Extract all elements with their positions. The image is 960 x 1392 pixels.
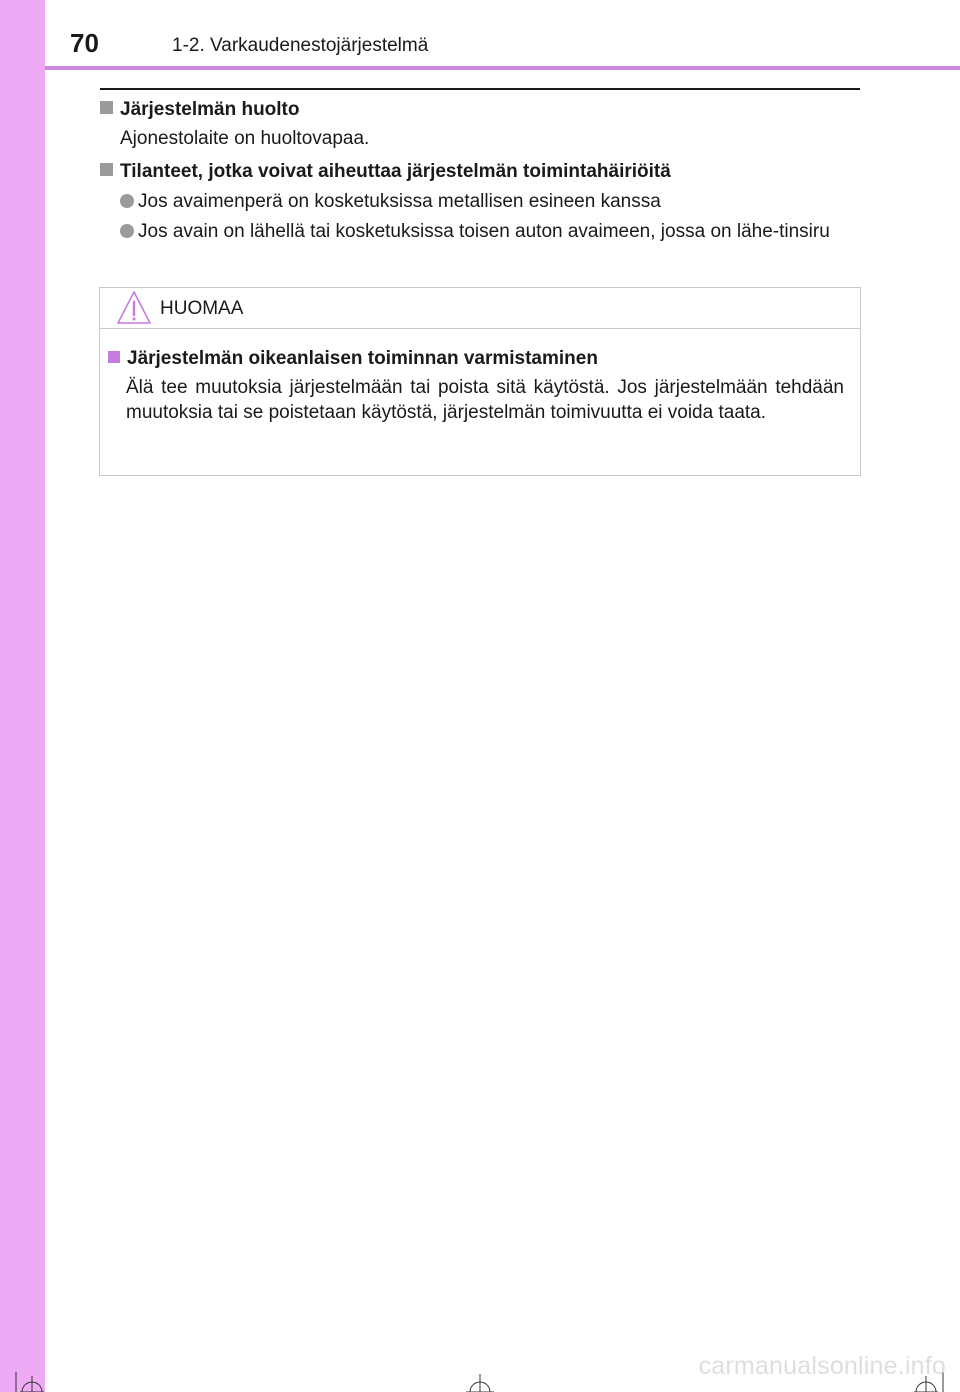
square-bullet-icon bbox=[100, 163, 113, 176]
section-body: Ajonestolaite on huoltovapaa. bbox=[120, 128, 370, 149]
bullet-text: Jos avaimenperä on kosketuksissa metallisen esineen kanssa bbox=[138, 191, 661, 212]
warning-triangle-icon bbox=[116, 288, 152, 326]
notice-label: HUOMAA bbox=[160, 298, 244, 319]
round-bullet-icon bbox=[120, 194, 134, 208]
notice-box bbox=[99, 287, 861, 476]
page-number: 70 bbox=[70, 28, 99, 58]
notice-heading-text: Järjestelmän oikeanlaisen toiminnan varmistaminen bbox=[127, 348, 598, 369]
watermark: carmanualsonline.info bbox=[698, 1352, 946, 1380]
section-heading-malfunctions bbox=[100, 160, 671, 184]
chapter-side-strip bbox=[0, 0, 45, 1392]
section-heading-text: Tilanteet, jotka voivat aiheuttaa järjestelmän toimintahäiriöitä bbox=[120, 161, 671, 182]
content-top-rule bbox=[100, 88, 860, 90]
notice-heading bbox=[108, 347, 598, 371]
crosshair-icon bbox=[12, 1370, 52, 1392]
notice-header bbox=[100, 288, 860, 329]
chapter-title: 1-2. Varkaudenestojärjestelmä bbox=[172, 35, 429, 56]
notice-body: Älä tee muutoksia järjestelmään tai poista sitä käytöstä. Jos järjestelmään tehdään muutoksia tai se poistetaan käytöstä, järjestelmän toimivuutta ei voida taata. bbox=[126, 377, 844, 423]
square-bullet-icon bbox=[100, 101, 113, 114]
bullet-item bbox=[120, 188, 862, 215]
square-bullet-icon bbox=[108, 351, 120, 363]
bullet-item bbox=[120, 218, 862, 245]
section-heading-maintenance bbox=[100, 98, 300, 122]
section-heading-text: Järjestelmän huolto bbox=[120, 99, 300, 120]
bullet-text: Jos avain on lähellä tai kosketuksissa toisen auton avaimeen, jossa on lähe-tinsiru bbox=[138, 221, 830, 242]
crosshair-icon bbox=[460, 1370, 500, 1392]
header-rule bbox=[45, 66, 960, 70]
round-bullet-icon bbox=[120, 224, 134, 238]
